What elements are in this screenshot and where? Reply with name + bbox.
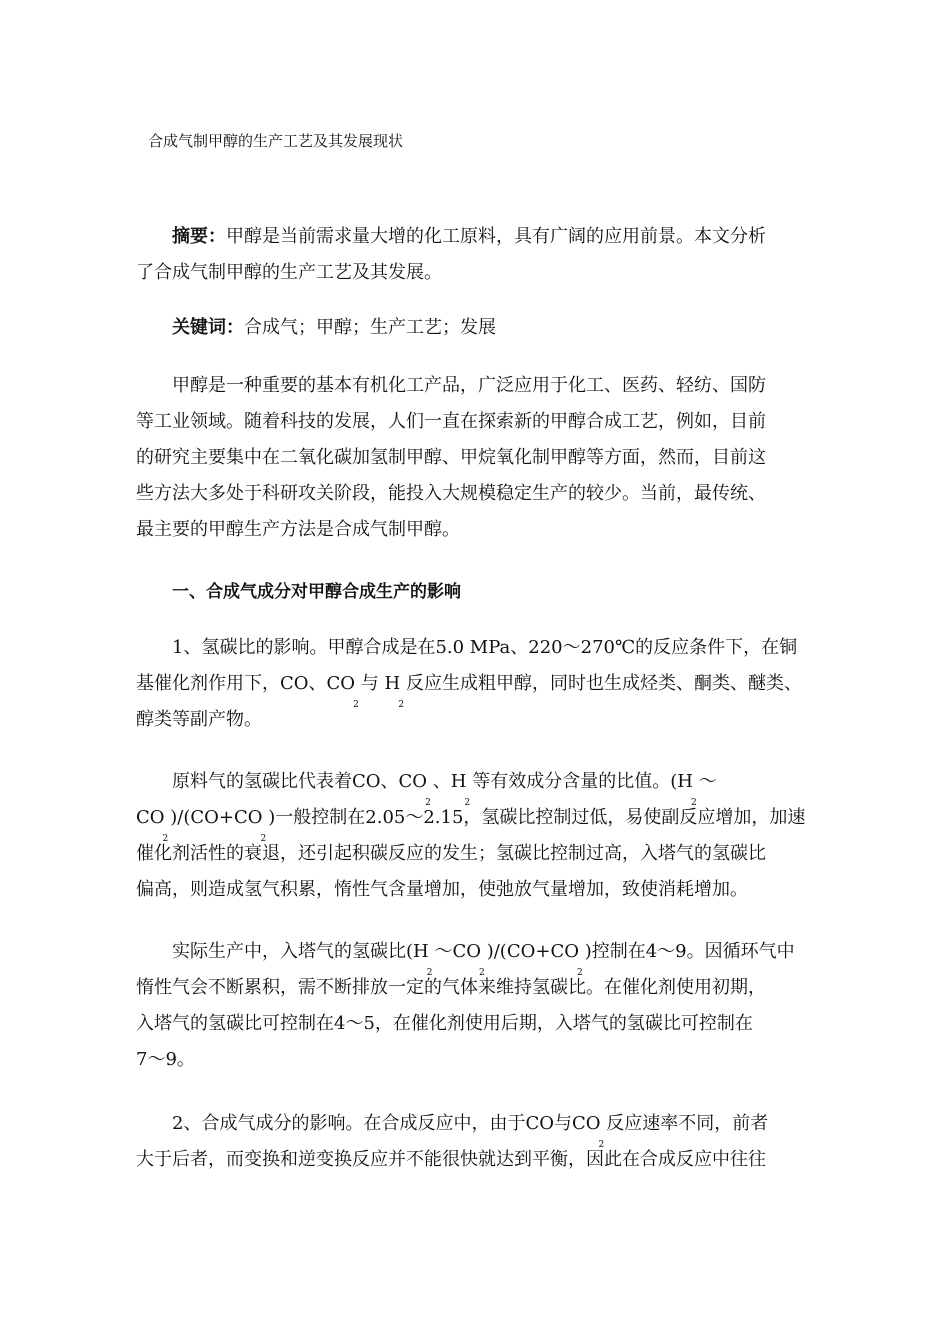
p2-line-1 — [136, 764, 816, 808]
subscript-2: 2 — [353, 700, 359, 710]
p2-text: )/(CO+CO — [170, 807, 263, 828]
intro-line: 些方法大多处于科研攻关阶段，能投入大规模稳定生产的较少。当前，最传统、 — [136, 483, 766, 504]
p2-text: 等有效成分含量的比值。(H — [472, 771, 693, 792]
keywords-line — [136, 310, 816, 346]
p2-text: ～ — [698, 771, 717, 792]
p2-line-2 — [136, 800, 816, 844]
subscript-2: 2 — [162, 834, 169, 844]
p1-line-3: 醇类等副产物。 — [136, 709, 262, 730]
p1-text: 基催化剂作用下，CO、CO — [136, 673, 356, 694]
intro-paragraph — [136, 368, 816, 548]
abstract-line-1 — [136, 219, 816, 255]
abstract-text-1: 甲醇是当前需求量大增的化工原料，具有广阔的应用前景。本文分析 — [226, 226, 766, 247]
keywords-paragraph — [136, 310, 816, 346]
subscript-2: 2 — [478, 968, 485, 978]
keywords-text: 合成气；甲醇；生产工艺；发展 — [244, 317, 496, 338]
paragraph-actual-production — [136, 934, 816, 1078]
p2-text: CO — [136, 807, 165, 828]
paragraph-hydrogen-carbon-ratio — [136, 630, 816, 738]
p3-line-1 — [136, 934, 816, 978]
p1-line-2 — [136, 666, 816, 710]
keywords-label: 关键词： — [172, 317, 244, 338]
abstract-paragraph — [136, 219, 816, 291]
subscript-2: 2 — [576, 968, 583, 978]
p1-line-1: 1、氢碳比的影响。甲醇合成是在5.0 MPa、220～270℃的反应条件下，在铜 — [172, 637, 798, 658]
subscript-2: 2 — [464, 798, 471, 808]
p2-text: )一般控制在2.05～2.15，氢碳比控制过低，易使副反应增加，加速 — [268, 807, 806, 828]
subscript-2: 2 — [426, 968, 433, 978]
p4-line-2: 大于后者，而变换和逆变换反应并不能很快就达到平衡，因此在合成反应中往往 — [136, 1149, 766, 1170]
document-title: 合成气制甲醇的生产工艺及其发展现状 — [148, 132, 404, 150]
p1-text: 反应生成粗甲醇，同时也生成烃类、酮类、醚类、 — [405, 673, 802, 694]
intro-line: 的研究主要集中在二氧化碳加氢制甲醇、甲烷氧化制甲醇等方面，然而，目前这 — [136, 447, 766, 468]
intro-line: 等工业领域。随着科技的发展，人们一直在探索新的甲醇合成工艺，例如，目前 — [136, 411, 766, 432]
section-heading-block — [136, 574, 816, 610]
p2-line-4: 偏高，则造成氢气积累，惰性气含量增加，使弛放气量增加，致使消耗增加。 — [136, 879, 748, 900]
paragraph-feed-gas-ratio — [136, 764, 816, 908]
p3-text: 实际生产中，入塔气的氢碳比(H — [172, 941, 429, 962]
intro-line: 甲醇是一种重要的基本有机化工产品，广泛应用于化工、医药、轻纺、国防 — [172, 375, 766, 396]
p3-line-4: 7～9。 — [136, 1049, 195, 1070]
section-heading: 一、合成气成分对甲醇合成生产的影响 — [172, 582, 461, 602]
p4-line-1 — [136, 1106, 816, 1150]
p3-text: )控制在4～9。因循环气中 — [584, 941, 795, 962]
abstract-line-2: 了合成气制甲醇的生产工艺及其发展。 — [136, 262, 442, 283]
abstract-label: 摘要： — [172, 226, 226, 247]
p3-line-2: 惰性气会不断累积，需不断排放一定的气体来维持氢碳比。在催化剂使用初期， — [136, 977, 766, 998]
intro-line: 最主要的甲醇生产方法是合成气制甲醇。 — [136, 519, 460, 540]
subscript-2: 2 — [398, 700, 404, 710]
p4-text: 反应速率不同，前者 — [606, 1113, 769, 1134]
subscript-2: 2 — [425, 798, 431, 808]
p3-text: ～CO — [434, 941, 481, 962]
subscript-2: 2 — [598, 1140, 605, 1150]
p3-line-3: 入塔气的氢碳比可控制在4～5，在催化剂使用后期，入塔气的氢碳比可控制在 — [136, 1013, 753, 1034]
p3-text: )/(CO+CO — [486, 941, 579, 962]
p4-text: 2、合成气成分的影响。在合成反应中，由于CO与CO — [172, 1113, 601, 1134]
subscript-2: 2 — [260, 834, 267, 844]
p2-text: 原料气的氢碳比代表着CO、CO — [172, 771, 428, 792]
p1-text: 与 H — [360, 673, 401, 694]
p2-line-3: 催化剂活性的衰退，还引起积碳反应的发生；氢碳比控制过高，入塔气的氢碳比 — [136, 843, 766, 864]
p2-text: 、H — [432, 771, 467, 792]
paragraph-gas-composition — [136, 1106, 816, 1178]
subscript-2: 2 — [690, 798, 697, 808]
